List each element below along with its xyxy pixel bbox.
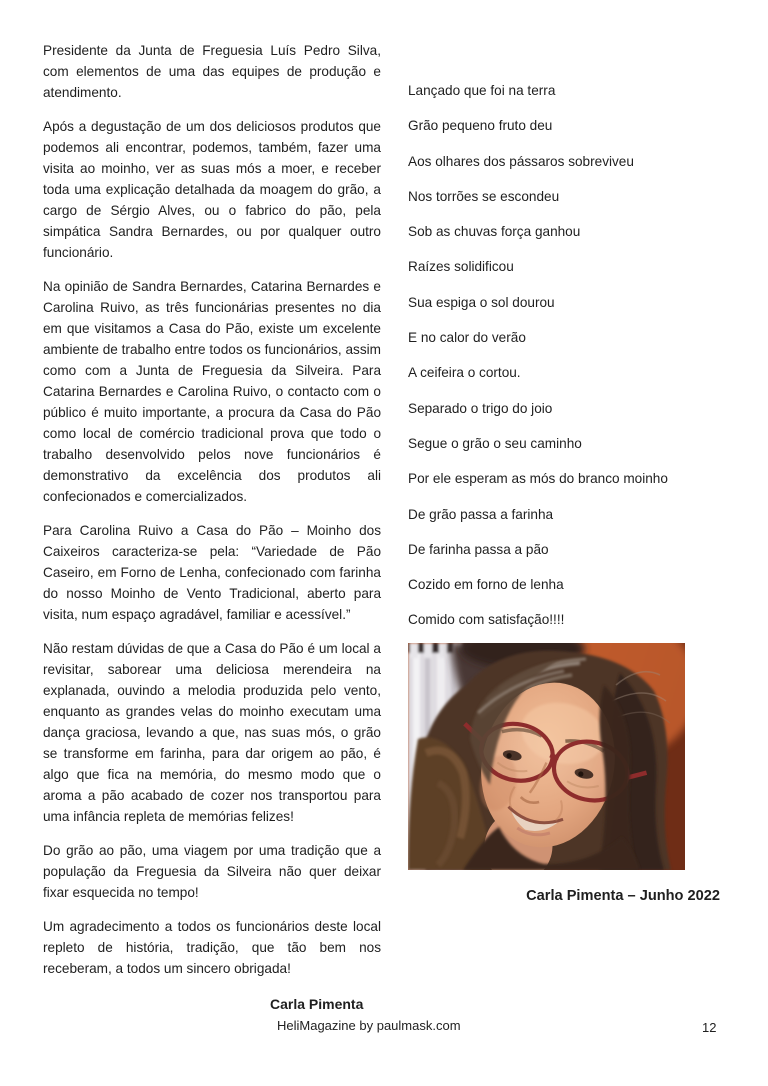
article-paragraph: Não restam dúvidas de que a Casa do Pão é um local a revisitar, saborear uma deliciosa merendeira na explanada, ouvindo a melodia produzida pelo vento, enquanto as grandes velas do moinho executam uma dança graciosa, levando a que, nas suas mós, o grão se transforme em farinha, para dar origem ao pão, é algo que fica na memória, do mesmo modo que o aroma a pão acabado de cozer nos transportou para uma infância repleta de memórias felizes! (43, 641, 381, 824)
page-number: 12 (702, 1020, 717, 1035)
poem-line: Comido com satisfação!!!! (408, 612, 565, 628)
article-paragraph: Do grão ao pão, uma viagem por uma tradição que a população da Freguesia da Silveira não quer deixar fixar esquecida no tempo! (43, 843, 381, 900)
poem-line: Sob as chuvas força ganhou (408, 224, 581, 240)
poem-line: Sua espiga o sol dourou (408, 294, 555, 310)
photo-caption: Carla Pimenta – Junho 2022 (526, 888, 720, 904)
poem-line: Cozido em forno de lenha (408, 577, 564, 593)
portrait-photo-image (408, 643, 685, 870)
article-paragraph: Presidente da Junta de Freguesia Luís Pedro Silva, com elementos de uma das equipes de produção e atendimento. (43, 43, 381, 100)
poem-line: De farinha passa a pão (408, 541, 549, 557)
poem-line: A ceifeira o cortou. (408, 365, 521, 381)
portrait-photo (408, 643, 685, 870)
poem-column (408, 80, 748, 645)
article-paragraph: Após a degustação de um dos deliciosos produtos que podemos ali encontrar, podemos, também, fazer uma visita ao moinho, ver as suas mós a moer, e receber toda uma explicação detalhada da moagem do grão, a cargo de Sérgio Alves, ou o fabrico do pão, pela simpática Sandra Bernardes, ou por qualquer outro funcionário. (43, 119, 381, 260)
poem-line: Segue o grão o seu caminho (408, 435, 582, 451)
poem-line: Grão pequeno fruto deu (408, 118, 553, 134)
poem-line: Lançado que foi na terra (408, 83, 556, 98)
poem-line: Por ele esperam as mós do branco moinho (408, 471, 668, 487)
poem-line: De grão passa a farinha (408, 506, 554, 522)
poem-line: E no calor do verão (408, 330, 526, 346)
article-paragraph: Um agradecimento a todos os funcionários deste local repleto de história, tradição, que tão bem nos receberam, a todos um sincero obrigada! (43, 919, 381, 976)
article-paragraph: Para Carolina Ruivo a Casa do Pão – Moinho dos Caixeiros caracteriza-se pela: “Variedade de Pão Caseiro, em Forno de Lenha, confecionado com farinha do nosso Moinho de Vento Tradicional, aberto para visita, num espaço agradável, familiar e acessível.” (43, 523, 381, 622)
footer-magazine-credit: HeliMagazine by paulmask.com (277, 1018, 461, 1033)
poem-line: Separado o trigo do joio (408, 400, 553, 416)
poem-line: Aos olhares dos pássaros sobreviveu (408, 153, 634, 169)
poem-line: Raízes solidificou (408, 259, 514, 275)
article-paragraph: Na opinião de Sandra Bernardes, Catarina Bernardes e Carolina Ruivo, as três funcionárias presentes no dia em que visitamos a Casa do Pão, existe um excelente ambiente de trabalho entre todos os funcionários, assim como com a Junta de Freguesia da Silveira. Para Catarina Bernardes e Carolina Ruivo, o contacto com o público é muito importante, a procura da Casa do Pão como local de comércio tradicional prova que todo o trabalho desenvolvido pelos nove funcionários é demonstrativo da excelência dos produtos ali confecionados e comercializados. (43, 279, 381, 504)
poem-line: Nos torrões se escondeu (408, 188, 560, 204)
article-column (43, 40, 381, 992)
author-signature: Carla Pimenta (270, 996, 364, 1012)
